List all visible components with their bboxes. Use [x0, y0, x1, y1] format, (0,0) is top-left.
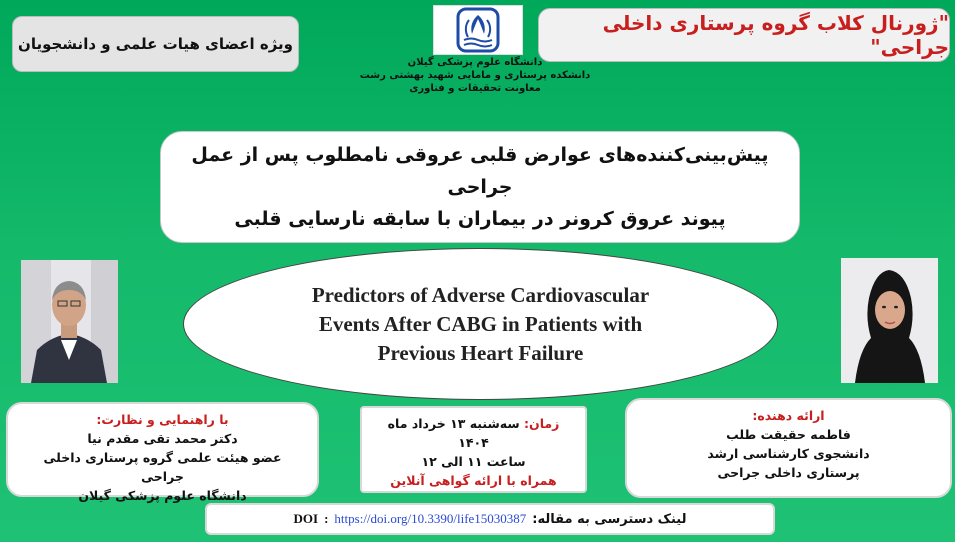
supervisor-name: دکتر محمد تقی مقدم نیا: [87, 431, 238, 446]
supervisor-photo: [21, 260, 118, 383]
journal-club-title: "ژورنال کلاب گروه پرستاری داخلی جراحی": [538, 8, 950, 62]
audience-badge: ویژه اعضای هیات علمی و دانشجویان: [12, 16, 299, 72]
access-label: لینک دسترسی به مقاله:: [532, 511, 687, 527]
presenter-label: ارائه دهنده:: [752, 408, 825, 423]
english-title-line: Predictors of Adverse Cardiovascular: [311, 282, 650, 307]
english-title-ellipse: [183, 248, 778, 400]
presenter-degree: دانشجوی کارشناسی ارشد: [707, 446, 870, 461]
presenter-box: [625, 398, 952, 498]
supervisor-role: عضو هیئت علمی گروه پرستاری داخلی جراحی: [43, 450, 282, 484]
doi-label: DOI: [293, 511, 319, 526]
university-logo-icon: [433, 5, 523, 55]
org-line: معاونت تحقیقات و فناوری: [409, 83, 541, 94]
schedule-date: سه‌شنبه ۱۳ خرداد ماه ۱۴۰۴: [387, 416, 520, 450]
presenter-name: فاطمه حقیقت طلب: [726, 427, 851, 442]
doi-box: [205, 503, 775, 535]
schedule-label: زمان:: [524, 416, 560, 431]
schedule-time: ساعت ۱۱ الی ۱۲: [421, 454, 526, 469]
persian-title-box: [160, 131, 800, 243]
org-line: دانشکده پرستاری و مامایی شهید بهشتی رشت: [359, 70, 591, 81]
supervisor-affiliation: دانشگاه علوم پزشکی گیلان: [78, 488, 247, 503]
supervisor-label: با راهنمایی و نظارت:: [96, 412, 229, 427]
org-line: دانشگاه علوم پزشکی گیلان: [407, 57, 543, 68]
supervisor-box: [6, 402, 319, 503]
doi-link[interactable]: https://doi.org/10.3390/life15030387: [334, 511, 527, 526]
doi-separator: :: [324, 511, 329, 526]
schedule-box: [360, 406, 587, 493]
persian-title-line: پیوند عروق کرونر در بیماران با سابقه نارسایی قلبی: [234, 208, 726, 230]
presenter-photo: [841, 258, 938, 383]
persian-title-line: پیش‌بینی‌کننده‌های عوارض قلبی عروقی نامطلوب پس از عمل جراحی: [191, 144, 769, 198]
english-title-line: Events After CABG in Patients with: [318, 311, 643, 336]
certificate-note: همراه با ارائه گواهی آنلاین: [390, 473, 557, 488]
presenter-field: پرستاری داخلی جراحی: [717, 465, 860, 480]
english-title-line: Previous Heart Failure: [377, 340, 584, 365]
